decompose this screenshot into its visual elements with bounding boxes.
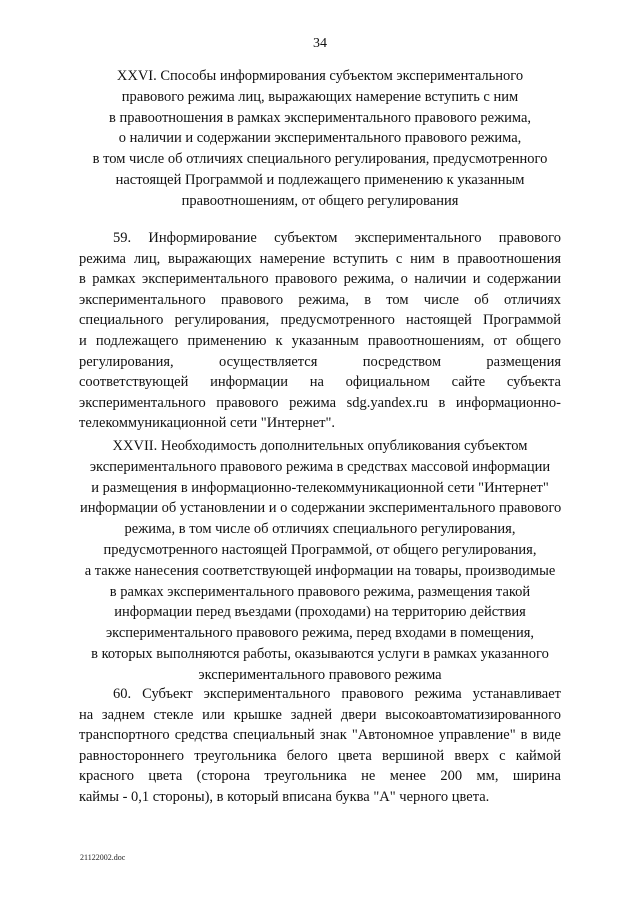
section-xxvii-heading — [80, 436, 560, 686]
paragraph-line: красного цвета (сторона треугольника не менее 200 мм, ширина — [79, 768, 561, 785]
heading-line: XXVI. Способы информирования субъектом экспериментального — [116, 68, 524, 84]
heading-line: информации перед въездами (проходами) на территорию действия — [114, 604, 526, 621]
footer-filename: 21122002.doc — [80, 853, 126, 862]
heading-line: и размещения в информационно-телекоммуникационной сети "Интернет" — [91, 479, 549, 496]
heading-line: правоотношениям, от общего регулирования — [181, 192, 459, 209]
heading-line: в правоотношения в рамках экспериментального правового режима, — [108, 109, 532, 126]
paragraph-line: 60. Субъект экспериментального правового режима устанавливает — [113, 686, 561, 702]
heading-line: в рамках экспериментального правового режима, размещения такой — [109, 583, 531, 600]
paragraph-line: равностороннего треугольника белого цвета вершиной вверх с каймой — [79, 747, 561, 764]
heading-line: правового режима лиц, выражающих намерение вступить с ним — [121, 88, 519, 105]
paragraph-line: экспериментального правового режима, в том числе об отличиях — [79, 291, 561, 308]
paragraph-line: на заднем стекле или крышке задней двери высокоавтоматизированного — [79, 706, 561, 723]
paragraph-line: каймы - 0,1 стороны), в который вписана буква "А" черного цвета. — [79, 788, 490, 805]
paragraph-line: и подлежащего применению к указанным правоотношениям, от общего — [79, 332, 561, 349]
heading-line: экспериментального правового режима — [198, 666, 442, 683]
paragraph-line: регулирования, осуществляется посредством размещения — [79, 353, 561, 370]
paragraph-59 — [79, 228, 561, 434]
paragraph-line: транспортного средства специальный знак "Автономное управление" в виде — [79, 727, 561, 744]
heading-line: в которых выполняются работы, оказываются услуги в рамках указанного — [91, 645, 549, 662]
page-number: 34 — [313, 36, 327, 51]
section-xxvi-heading — [80, 66, 560, 212]
paragraph-line: телекоммуникационной сети "Интернет". — [79, 415, 336, 432]
paragraph-line: режима лиц, выражающих намерение вступить с ним в правоотношения — [79, 250, 561, 267]
heading-line: настоящей Программой и подлежащего применению к указанным — [115, 171, 525, 188]
heading-line: предусмотренного настоящей Программой, от общего регулирования, — [103, 541, 537, 558]
paragraph-line: соответствующей информации на официальном сайте субъекта — [79, 374, 561, 391]
paragraph-60 — [79, 684, 561, 808]
paragraph-line: специального регулирования, предусмотренного настоящей Программой — [79, 312, 561, 329]
heading-line: а также нанесения соответствующей информации на товары, производимые — [84, 562, 556, 579]
heading-line: в том числе об отличиях специального регулирования, предусмотренного — [92, 151, 548, 168]
heading-line: информации об установлении и о содержании экспериментального правового — [80, 500, 562, 517]
paragraph-line: в рамках экспериментального правового режима, о наличии и содержании — [79, 271, 561, 288]
heading-line: экспериментального правового режима в средствах массовой информации — [89, 458, 551, 475]
paragraph-line: 59. Информирование субъектом экспериментального правового — [113, 230, 561, 246]
heading-line: XXVII. Необходимость дополнительных опубликования субъектом — [112, 438, 528, 454]
heading-line: экспериментального правового режима, перед входами в помещения, — [105, 625, 535, 642]
heading-line: режима, в том числе об отличиях специального регулирования, — [124, 521, 516, 538]
paragraph-line: экспериментального правового режима sdg.yandex.ru в информационно- — [79, 394, 561, 411]
heading-line: о наличии и содержании экспериментального правового режима, — [118, 130, 522, 147]
